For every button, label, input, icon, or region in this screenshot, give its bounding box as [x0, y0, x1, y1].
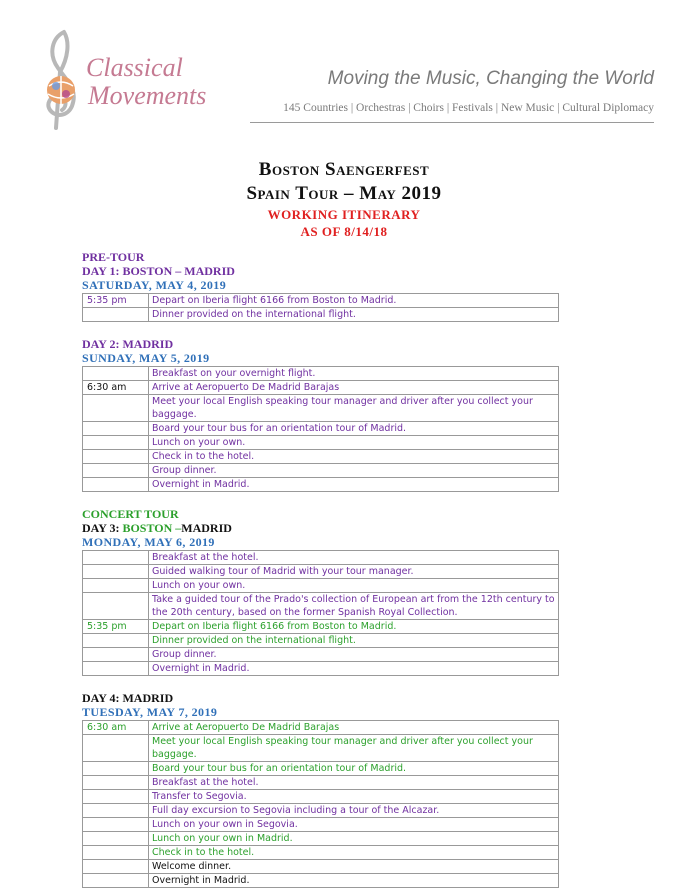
- table-row: [83, 662, 559, 676]
- activity-cell: Group dinner.: [149, 464, 559, 478]
- day1-title: DAY 1: BOSTON – MADRID: [82, 264, 235, 278]
- day4-title: DAY 4: MADRID: [82, 691, 174, 705]
- table-row: [83, 464, 559, 478]
- activity-cell: Breakfast at the hotel.: [149, 776, 559, 790]
- activity-cell: Check in to the hotel.: [149, 450, 559, 464]
- table-row: [83, 422, 559, 436]
- time-cell: [83, 308, 149, 322]
- table-row: [83, 776, 559, 790]
- time-cell: [83, 804, 149, 818]
- table-row: [83, 565, 559, 579]
- table-row: [83, 593, 559, 620]
- day2-schedule-table: [82, 366, 559, 492]
- table-row: [83, 450, 559, 464]
- day4-schedule-table: [82, 720, 559, 888]
- day3-title-origin: BOSTON –: [122, 521, 182, 535]
- time-cell: 6:30 am: [83, 381, 149, 395]
- time-cell: [83, 579, 149, 593]
- header-divider: [250, 122, 654, 123]
- table-row: [83, 634, 559, 648]
- table-row: [83, 804, 559, 818]
- table-row: [83, 818, 559, 832]
- activity-cell: Overnight in Madrid.: [149, 662, 559, 676]
- table-row: [83, 579, 559, 593]
- activity-cell: Dinner provided on the international flight.: [149, 634, 559, 648]
- activity-cell: Depart on Iberia flight 6166 from Boston to Madrid.: [149, 620, 559, 634]
- table-row: [83, 367, 559, 381]
- itinerary-body: [82, 250, 560, 888]
- time-cell: [83, 776, 149, 790]
- time-cell: [83, 818, 149, 832]
- day2-title: DAY 2: MADRID: [82, 337, 174, 351]
- activity-cell: Lunch on your own in Madrid.: [149, 832, 559, 846]
- logo-word-classical: Classical: [86, 53, 183, 82]
- time-cell: [83, 662, 149, 676]
- table-row: [83, 860, 559, 874]
- day1-date: SATURDAY, MAY 4, 2019: [82, 278, 227, 292]
- day2-date: SUNDAY, MAY 5, 2019: [82, 351, 210, 365]
- time-cell: [83, 422, 149, 436]
- day3-title-prefix: DAY 3:: [82, 521, 123, 535]
- time-cell: [83, 762, 149, 776]
- time-cell: [83, 367, 149, 381]
- activity-cell: Lunch on your own.: [149, 579, 559, 593]
- table-row: [83, 294, 559, 308]
- activity-cell: Meet your local English speaking tour manager and driver after you collect your baggage.: [149, 395, 559, 422]
- activity-cell: Breakfast at the hotel.: [149, 551, 559, 565]
- day1-schedule-table: [82, 293, 559, 322]
- table-row: [83, 648, 559, 662]
- activity-cell: Meet your local English speaking tour manager and driver after you collect your baggage.: [149, 735, 559, 762]
- table-row: [83, 832, 559, 846]
- table-row: [83, 620, 559, 634]
- table-row: [83, 395, 559, 422]
- activity-cell: Group dinner.: [149, 648, 559, 662]
- working-itinerary-label: WORKING ITINERARY: [267, 207, 421, 222]
- document-title: Boston Saengerfest: [258, 159, 430, 180]
- time-cell: [83, 593, 149, 620]
- time-cell: 5:35 pm: [83, 294, 149, 308]
- day3-date: MONDAY, MAY 6, 2019: [82, 535, 215, 549]
- time-cell: 6:30 am: [83, 721, 149, 735]
- time-cell: [83, 478, 149, 492]
- time-cell: [83, 395, 149, 422]
- table-row: [83, 381, 559, 395]
- activity-cell: Guided walking tour of Madrid with your tour manager.: [149, 565, 559, 579]
- activity-cell: Take a guided tour of the Prado's collection of European art from the 12th century to the 20th century, based on the former Spanish Royal Collection.: [149, 593, 559, 620]
- activity-cell: Dinner provided on the international flight.: [149, 308, 559, 322]
- time-cell: [83, 464, 149, 478]
- activity-cell: Arrive at Aeropuerto De Madrid Barajas: [149, 721, 559, 735]
- activity-cell: Arrive at Aeropuerto De Madrid Barajas: [149, 381, 559, 395]
- table-row: [83, 478, 559, 492]
- activity-cell: Board your tour bus for an orientation tour of Madrid.: [149, 422, 559, 436]
- company-logo: [34, 28, 234, 132]
- time-cell: [83, 790, 149, 804]
- day3-title-destination: MADRID: [181, 521, 232, 535]
- day3-schedule-table: [82, 550, 559, 676]
- table-row: [83, 874, 559, 888]
- logo-word-movements: Movements: [88, 81, 207, 110]
- time-cell: 5:35 pm: [83, 620, 149, 634]
- activity-cell: Transfer to Segovia.: [149, 790, 559, 804]
- document-subtitle: Spain Tour – May 2019: [246, 183, 442, 204]
- time-cell: [83, 832, 149, 846]
- table-row: [83, 551, 559, 565]
- activity-cell: Full day excursion to Segovia including a tour of the Alcazar.: [149, 804, 559, 818]
- table-row: [83, 790, 559, 804]
- day3-title: [82, 521, 560, 535]
- time-cell: [83, 874, 149, 888]
- time-cell: [83, 450, 149, 464]
- activity-cell: Lunch on your own.: [149, 436, 559, 450]
- pretour-section-label: PRE-TOUR: [82, 250, 145, 264]
- activity-cell: Welcome dinner.: [149, 860, 559, 874]
- table-row: [83, 721, 559, 735]
- table-row: [83, 436, 559, 450]
- time-cell: [83, 634, 149, 648]
- activity-cell: Board your tour bus for an orientation tour of Madrid.: [149, 762, 559, 776]
- revision-date: AS OF 8/14/18: [300, 224, 388, 239]
- table-row: [83, 308, 559, 322]
- time-cell: [83, 846, 149, 860]
- table-row: [83, 762, 559, 776]
- time-cell: [83, 436, 149, 450]
- time-cell: [83, 551, 149, 565]
- time-cell: [83, 648, 149, 662]
- activity-cell: Lunch on your own in Segovia.: [149, 818, 559, 832]
- activity-cell: Overnight in Madrid.: [149, 874, 559, 888]
- treble-clef-globe-icon: [34, 28, 94, 132]
- time-cell: [83, 735, 149, 762]
- table-row: [83, 735, 559, 762]
- activity-cell: Overnight in Madrid.: [149, 478, 559, 492]
- subtagline: 145 Countries | Orchestras | Choirs | Festivals | New Music | Cultural Diplomacy: [283, 102, 654, 114]
- tagline: Moving the Music, Changing the World: [327, 68, 654, 89]
- activity-cell: Breakfast on your overnight flight.: [149, 367, 559, 381]
- document-title-block: [0, 158, 688, 240]
- day4-date: TUESDAY, MAY 7, 2019: [82, 705, 218, 719]
- time-cell: [83, 565, 149, 579]
- activity-cell: Check in to the hotel.: [149, 846, 559, 860]
- table-row: [83, 846, 559, 860]
- time-cell: [83, 860, 149, 874]
- activity-cell: Depart on Iberia flight 6166 from Boston to Madrid.: [149, 294, 559, 308]
- concert-tour-section-label: CONCERT TOUR: [82, 507, 179, 521]
